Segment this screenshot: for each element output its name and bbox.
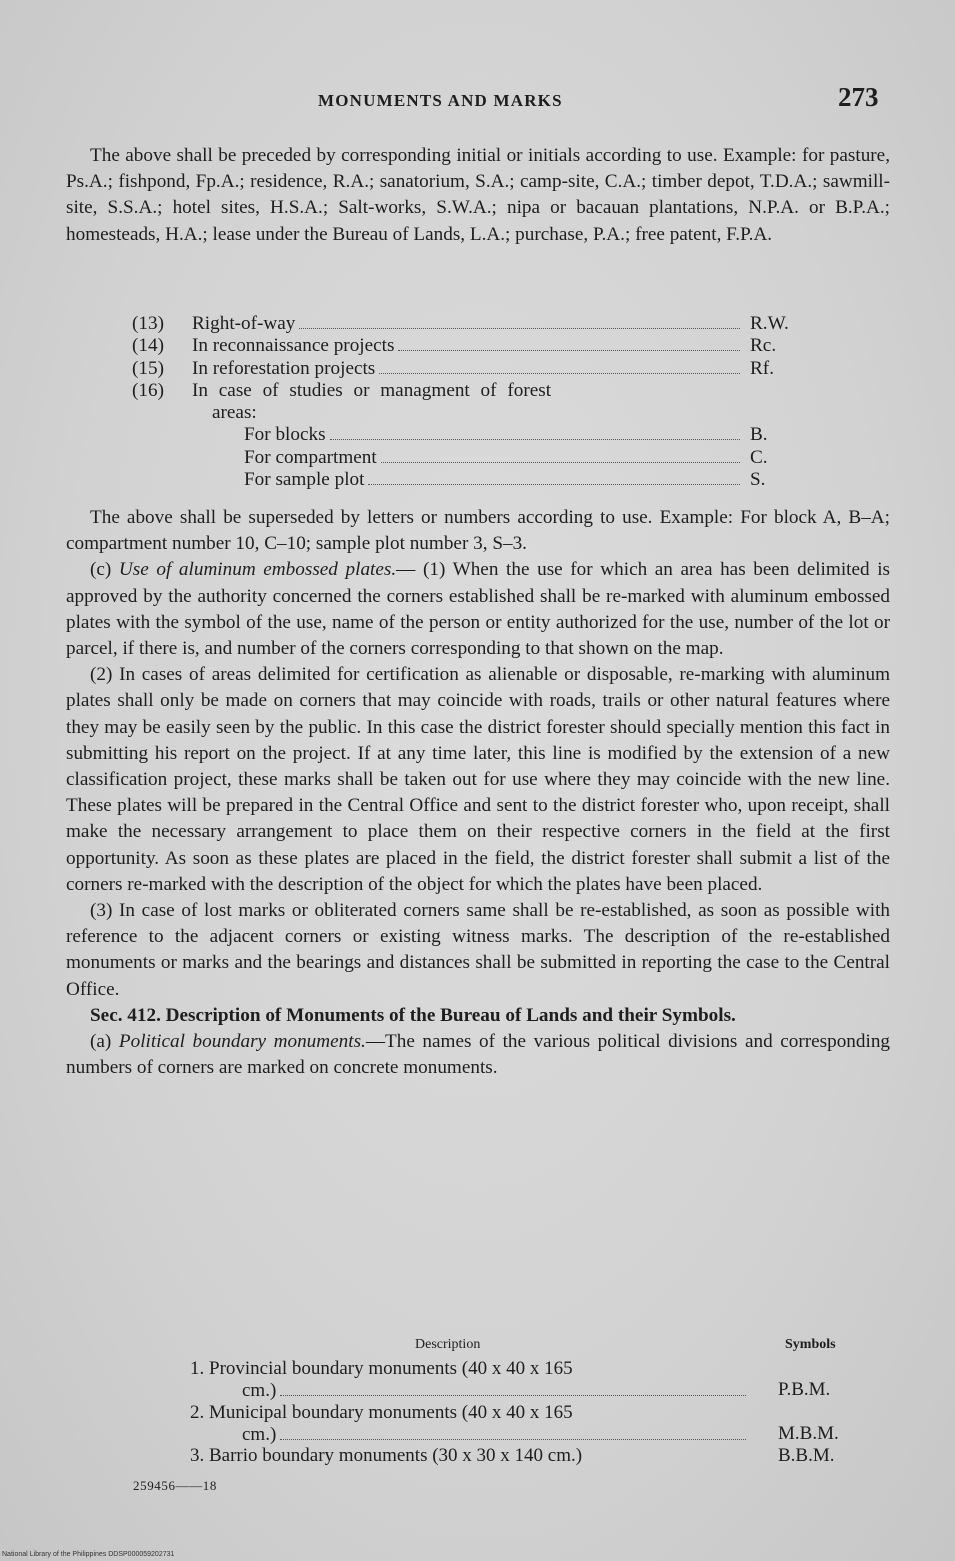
section-c-label: (c) [90, 559, 119, 581]
intro-paragraph: The above shall be preceded by corresponding initial or initials according to use. Example: for pasture, Ps.A.; fishpond, Fp.A.; residence, R.A.; sanatorium, S.A.; camp-site, C.A.; timber depot, T.D.A.; sawmill-site, S.S.A.; hotel sites, H.S.A.; Salt-works, S.W.A.; nipa or bacauan plantations, N.P.A. or B.P.A.; homesteads, H.A.; lease under the Bureau of Lands, L.A.; purchase, P.A.; free patent, F.P.A. [66, 145, 890, 245]
list-item [132, 358, 802, 380]
page-header [0, 82, 955, 118]
section-heading: Sec. 412. Description of Monuments of the Bureau of Lands and their Symbols. [90, 1004, 736, 1026]
list-item [132, 380, 802, 402]
sub-item-symbol: S. [750, 469, 766, 491]
item-label: Right-of-way [192, 313, 296, 334]
dot-leader [379, 372, 740, 374]
item-number: (16) [132, 379, 164, 401]
table-row [190, 1445, 870, 1467]
section-a-text: —The names of the various political divisions and corresponding numbers of corners are marked on concrete monuments. [66, 1031, 891, 1079]
row-description-line1: 1. Provincial boundary monuments (40 x 40 x 165 [190, 1358, 573, 1379]
item-number: (15) [132, 357, 164, 379]
superseded-paragraph: The above shall be superseded by letters or numbers according to use. Example: For block A, B–A; compartment number 10, C–10; sample plot number 3, S–3. [66, 507, 890, 555]
section-c-paragraph [66, 557, 890, 662]
dot-leader [381, 461, 740, 463]
dot-leader [280, 1394, 746, 1396]
section-a-label: (a) [90, 1031, 119, 1053]
row-symbol: M.B.M. [778, 1423, 839, 1444]
page-number: 273 [838, 82, 879, 112]
archive-stamp: National Library of the Philippines DDSP000059202731 [2, 1551, 175, 1558]
body-section [66, 505, 890, 1081]
sub-item-label: For sample plot [244, 469, 365, 491]
row-description-line1: 2. Municipal boundary monuments (40 x 40 x 165 [190, 1402, 573, 1423]
symbol-list [132, 313, 802, 491]
column-header-description: Description [415, 1337, 481, 1352]
dot-leader [398, 349, 740, 351]
print-code: 259456——18 [133, 1478, 217, 1493]
dot-leader [299, 327, 740, 329]
section-a-title: Political boundary monuments. [118, 1031, 366, 1053]
running-head: MONUMENTS AND MARKS [318, 91, 563, 110]
item-number: (13) [132, 313, 164, 334]
row-description-line2: cm.) [242, 1379, 277, 1401]
item-label: In reconnaissance projects [192, 335, 395, 357]
item-label: In case of studies or managment of forest [192, 379, 552, 401]
list-item [132, 313, 802, 335]
sub-item-label: For blocks [244, 424, 326, 446]
sub-item-label: For compartment [244, 446, 377, 468]
item-label-continuation: areas: [212, 402, 257, 424]
row-description-line2-wrap [190, 1380, 750, 1402]
row-description-line1: 3. Barrio boundary monuments (30 x 30 x 140 cm.) [190, 1445, 583, 1466]
dot-leader [330, 438, 740, 440]
sub-item-symbol: B. [750, 424, 768, 446]
column-header-symbols: Symbols [785, 1337, 836, 1352]
section-c2-paragraph: (2) In cases of areas delimited for certification as alienable or disposable, re-marking with aluminum plates shall only be made on corners that may coincide with roads, trails or other natural features where they may be easily seen by the public. In this case the district forester should specially mention this fact in submitting his report on the project. If at any time later, this line is modified by the extension of a new classification project, these marks shall be taken out for use where they may coincide with the new line. These plates will be prepared in the Central Office and sent to the district forester who, upon receipt, shall make the necessary arrangement to place them on their respective corners in the field at the first opportunity. As soon as these plates are placed in the field, the district forester shall submit a list of the corners re-marked with the description of the object for which the plates have been placed. [66, 664, 890, 895]
sub-item-symbol: C. [750, 446, 768, 468]
list-item-continuation [132, 402, 802, 424]
dot-leader [280, 1438, 746, 1440]
section-c-title: Use of aluminum embossed plates. [118, 559, 397, 581]
row-symbol: B.B.M. [778, 1445, 835, 1466]
sub-list-item [132, 424, 802, 446]
item-label: In reforestation projects [192, 357, 376, 379]
list-item [132, 335, 802, 357]
sub-list-item [132, 447, 802, 469]
item-number: (14) [132, 335, 164, 357]
sub-list-item [132, 469, 802, 491]
section-c3-paragraph: (3) In case of lost marks or obliterated corners same shall be re-established, as soon as possible with reference to the adjacent corners or existing witness marks. The description of the re-established monuments or marks and the bearings and distances shall be submitted in reporting the case to the Central Office. [66, 900, 890, 1000]
table-row [190, 1358, 870, 1401]
table-row [190, 1402, 870, 1445]
item-symbol: R.W. [750, 313, 789, 334]
item-symbol: Rc. [750, 335, 777, 357]
intro-section [66, 143, 890, 248]
item-symbol: Rf. [750, 357, 774, 379]
row-description-line2-wrap [190, 1424, 750, 1446]
row-description-line2: cm.) [242, 1423, 277, 1445]
row-symbol: P.B.M. [778, 1379, 831, 1400]
section-c-text: — (1) When the use for which an area has been delimited is approved by the authority concerned the corners established shall be re-marked with aluminum embossed plates with the symbol of the use, name of the person or entity authorized for the use, number of the lot or parcel, if there is, and number of the corners corresponding to that shown on the map. [66, 559, 891, 660]
section-a-paragraph [66, 1029, 890, 1081]
dot-leader [368, 483, 740, 485]
